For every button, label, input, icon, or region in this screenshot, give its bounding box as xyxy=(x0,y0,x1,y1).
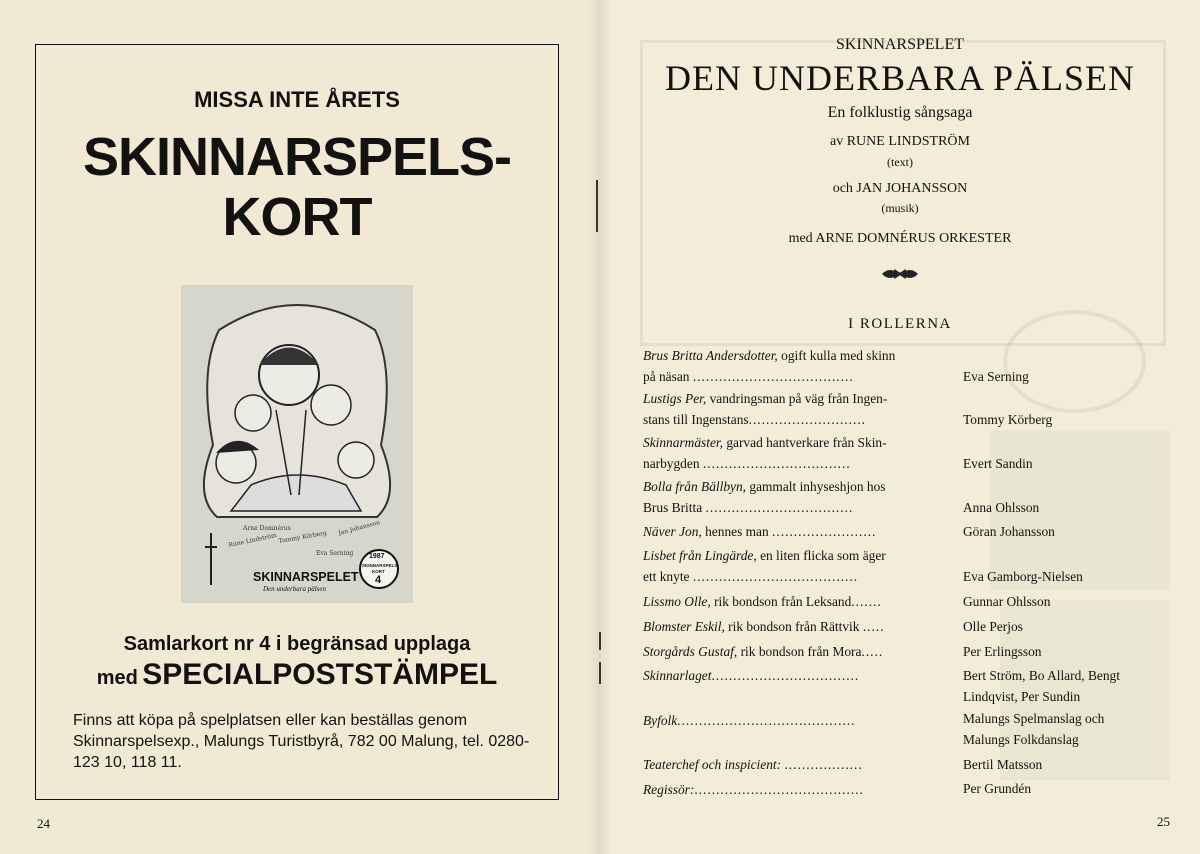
ad-headline-line1: SKINNARSPELS- xyxy=(82,127,512,187)
gutter xyxy=(588,0,612,854)
special-line xyxy=(36,658,558,692)
author-line: av RUNE LINDSTRÖM xyxy=(830,134,970,149)
composer-role: (musik) xyxy=(881,201,919,215)
actor-name: Tommy Körberg xyxy=(963,412,1053,427)
role-row: Näver Jon, hennes man ........................ xyxy=(643,524,877,539)
actor-name: Olle Perjos xyxy=(963,619,1023,634)
page-number-right: 25 xyxy=(1157,814,1170,829)
order-info: Finns att köpa på spelplatsen eller kan beställas genom Skinnarspelsexp., Malungs Turistbyrå, 782 00 Malung, tel. 0280-123 10, 118 11. xyxy=(73,712,530,771)
role-row: Lisbet från Lingärde, en liten flicka som äger ett knyte ...................................... xyxy=(643,548,886,584)
ad-frame xyxy=(35,44,559,800)
actor-name: Gunnar Ohlsson xyxy=(963,594,1051,609)
card-signature: Arne Domnérus xyxy=(243,525,291,532)
actor-name: Bertil Matsson xyxy=(963,757,1043,772)
binding-mark xyxy=(596,180,598,232)
role-row: Storgårds Gustaf, rik bondson från Mora..... xyxy=(643,644,884,659)
play-subtitle: En folklustig sångsaga xyxy=(827,104,973,121)
actor-name: Per Grundén xyxy=(963,781,1032,796)
samlarkort-line: Samlarkort nr 4 i begränsad upplaga xyxy=(123,633,471,655)
page-number-left: 24 xyxy=(37,816,50,831)
composer-line: och JAN JOHANSSON xyxy=(832,181,968,196)
role-row: Lustigs Per, vandringsman på väg från Ingen- stans till Ingenstans........................... xyxy=(643,391,888,427)
role-row: Teaterchef och inspicient: .................. xyxy=(643,757,863,772)
card-title: SKINNARSPELET xyxy=(253,570,359,584)
special-prefix: med xyxy=(96,667,138,689)
actor-name: Per Erlingsson xyxy=(963,644,1042,659)
collector-card-image xyxy=(181,285,413,603)
ad-headline-line2: KORT xyxy=(222,187,372,247)
role-row: Bolla från Bällbyn, gammalt inhyseshjon hos Brus Britta .................................. xyxy=(643,479,886,515)
actor-name: Evert Sandin xyxy=(963,456,1033,471)
actor-name: Bert Ström, Bo Allard, Bengt Lindqvist, Per Sundin xyxy=(963,668,1120,704)
badge-year: 1987 xyxy=(369,553,385,560)
orchestra-line: med ARNE DOMNÉRUS ORKESTER xyxy=(788,231,1012,246)
ad-kicker: MISSA INTE ÅRETS xyxy=(194,87,400,112)
role-row: Blomster Eskil, rik bondson från Rättvik ..... xyxy=(643,619,885,634)
card-signature: Tommy Körberg xyxy=(278,529,328,545)
card-subtitle: Den underbara pälsen xyxy=(263,585,326,593)
play-kicker: SKINNARSPELET xyxy=(835,36,964,53)
role-row: Brus Britta Andersdotter, ogift kulla med skinn på näsan ..................................... xyxy=(643,348,896,384)
actor-name: Anna Ohlsson xyxy=(963,500,1040,515)
badge-text: KORT xyxy=(372,569,385,574)
actor-name: Malungs Spelmanslag och Malungs Folkdanslag xyxy=(963,711,1105,747)
badge-text: SKINNARSPELS- xyxy=(362,563,399,568)
role-row: Regissör:....................................... xyxy=(643,782,864,797)
special-word: SPECIALPOSTSTÄMPEL xyxy=(142,658,498,691)
card-signature: Rune Lindström xyxy=(227,531,278,549)
badge-number: 4 xyxy=(375,574,382,586)
binding-mark xyxy=(599,632,601,650)
actor-name: Göran Johansson xyxy=(963,524,1055,539)
actor-name: Eva Gamborg-Nielsen xyxy=(963,569,1083,584)
ornament-icon xyxy=(600,266,1200,287)
role-row: Lissmo Olle, rik bondson från Leksand....... xyxy=(643,594,882,609)
card-signature: Eva Serning xyxy=(316,550,354,557)
role-row: Byfolk......................................... xyxy=(643,713,856,728)
card-signature: Jan Johansson xyxy=(337,519,381,537)
author-role: (text) xyxy=(887,155,913,169)
actor-name: Eva Serning xyxy=(963,369,1029,384)
role-row: Skinnarmäster, garvad hantverkare från Skin- narbygden .................................. xyxy=(643,435,887,471)
binding-mark xyxy=(599,662,601,684)
role-row: Skinnarlaget.................................. xyxy=(643,668,860,683)
play-title: DEN UNDERBARA PÄLSEN xyxy=(664,58,1136,98)
roles-heading: I ROLLERNA xyxy=(848,316,952,332)
